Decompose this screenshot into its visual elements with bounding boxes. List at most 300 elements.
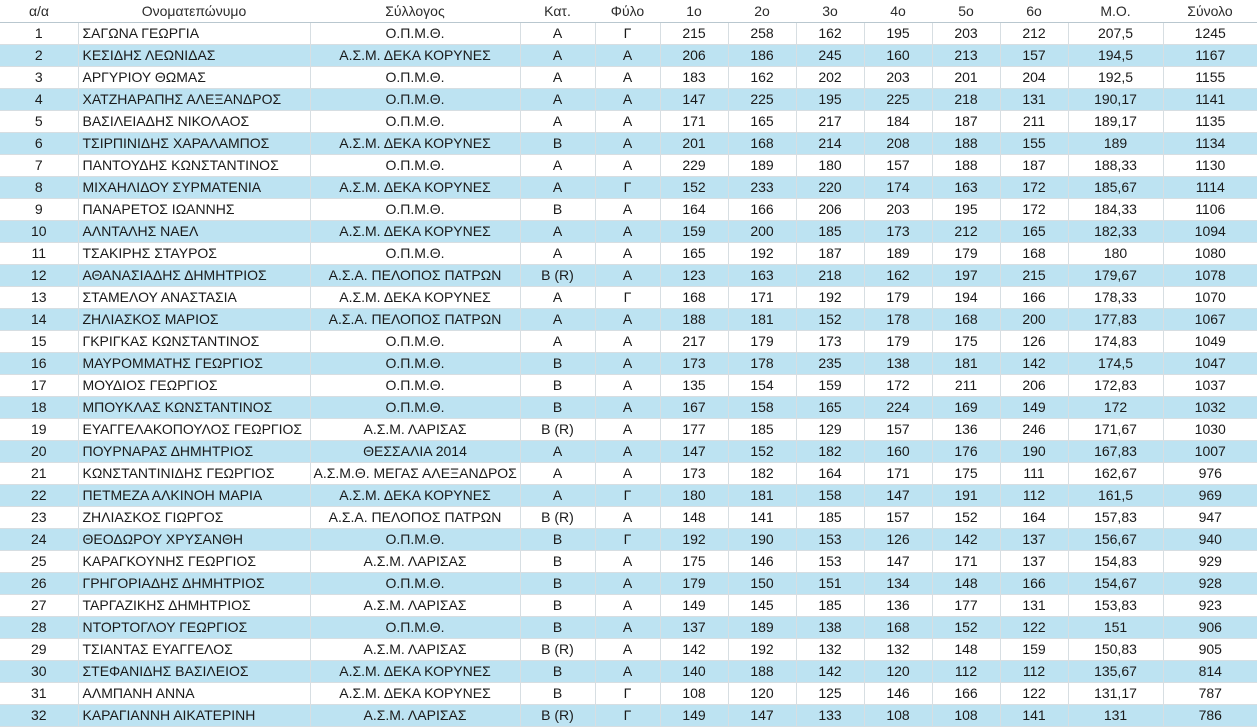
gender-cell: Α (595, 397, 660, 419)
gender-cell: Α (595, 67, 660, 89)
table-row (0, 177, 1257, 199)
rank-cell: 6 (0, 133, 78, 155)
average-cell: 172 (1068, 397, 1163, 419)
col-header-name: Ονοματεπώνυμο (78, 0, 310, 23)
game-1-cell: 152 (660, 177, 728, 199)
table-row (0, 639, 1257, 661)
club-cell: Ο.Π.Μ.Θ. (310, 529, 520, 551)
category-cell: Α (520, 463, 595, 485)
game-3-cell: 132 (796, 639, 864, 661)
rank-cell: 19 (0, 419, 78, 441)
col-header-game-4: 4ο (864, 0, 932, 23)
game-4-cell: 126 (864, 529, 932, 551)
name-cell: ΑΡΓΥΡΙΟΥ ΘΩΜΑΣ (78, 67, 310, 89)
game-2-cell: 186 (728, 45, 796, 67)
col-header-total: Σύνολο (1163, 0, 1257, 23)
club-cell: Α.Σ.Μ. ΔΕΚΑ ΚΟΡΥΝΕΣ (310, 45, 520, 67)
game-4-cell: 184 (864, 111, 932, 133)
club-cell: Α.Σ.Α. ΠΕΛΟΠΟΣ ΠΑΤΡΩΝ (310, 507, 520, 529)
name-cell: ΑΘΑΝΑΣΙΑΔΗΣ ΔΗΜΗΤΡΙΟΣ (78, 265, 310, 287)
rank-cell: 9 (0, 199, 78, 221)
game-2-cell: 258 (728, 23, 796, 45)
game-3-cell: 202 (796, 67, 864, 89)
rank-cell: 27 (0, 595, 78, 617)
average-cell: 161,5 (1068, 485, 1163, 507)
game-6-cell: 168 (1000, 243, 1068, 265)
game-5-cell: 168 (932, 309, 1000, 331)
game-6-cell: 137 (1000, 551, 1068, 573)
game-5-cell: 136 (932, 419, 1000, 441)
table-row (0, 485, 1257, 507)
average-cell: 189,17 (1068, 111, 1163, 133)
table-row (0, 111, 1257, 133)
table-row (0, 551, 1257, 573)
game-2-cell: 190 (728, 529, 796, 551)
game-5-cell: 213 (932, 45, 1000, 67)
game-5-cell: 148 (932, 573, 1000, 595)
club-cell: Ο.Π.Μ.Θ. (310, 89, 520, 111)
average-cell: 162,67 (1068, 463, 1163, 485)
rank-cell: 4 (0, 89, 78, 111)
game-4-cell: 203 (864, 199, 932, 221)
game-6-cell: 204 (1000, 67, 1068, 89)
total-cell: 905 (1163, 639, 1257, 661)
game-5-cell: 148 (932, 639, 1000, 661)
total-cell: 1134 (1163, 133, 1257, 155)
category-cell: Β (R) (520, 507, 595, 529)
name-cell: ΤΣΑΚΙΡΗΣ ΣΤΑΥΡΟΣ (78, 243, 310, 265)
game-2-cell: 141 (728, 507, 796, 529)
table-row (0, 683, 1257, 705)
game-5-cell: 203 (932, 23, 1000, 45)
col-header-aa: α/α (0, 0, 78, 23)
game-6-cell: 131 (1000, 89, 1068, 111)
game-5-cell: 197 (932, 265, 1000, 287)
game-6-cell: 172 (1000, 177, 1068, 199)
game-3-cell: 173 (796, 331, 864, 353)
game-1-cell: 149 (660, 705, 728, 727)
game-1-cell: 217 (660, 331, 728, 353)
total-cell: 814 (1163, 661, 1257, 683)
club-cell: Α.Σ.Μ. ΛΑΡΙΣΑΣ (310, 551, 520, 573)
rank-cell: 30 (0, 661, 78, 683)
average-cell: 135,67 (1068, 661, 1163, 683)
game-3-cell: 165 (796, 397, 864, 419)
category-cell: Α (520, 309, 595, 331)
club-cell: Ο.Π.Μ.Θ. (310, 23, 520, 45)
game-1-cell: 173 (660, 463, 728, 485)
gender-cell: Α (595, 199, 660, 221)
game-1-cell: 173 (660, 353, 728, 375)
game-3-cell: 245 (796, 45, 864, 67)
gender-cell: Γ (595, 683, 660, 705)
club-cell: Α.Σ.Μ. ΔΕΚΑ ΚΟΡΥΝΕΣ (310, 133, 520, 155)
name-cell: ΚΑΡΑΓΙΑΝΝΗ ΑΙΚΑΤΕΡΙΝΗ (78, 705, 310, 727)
game-1-cell: 175 (660, 551, 728, 573)
name-cell: ΠΕΤΜΕΖΑ ΑΛΚΙΝΟΗ ΜΑΡΙΑ (78, 485, 310, 507)
game-5-cell: 201 (932, 67, 1000, 89)
game-6-cell: 155 (1000, 133, 1068, 155)
total-cell: 1030 (1163, 419, 1257, 441)
game-5-cell: 218 (932, 89, 1000, 111)
game-6-cell: 206 (1000, 375, 1068, 397)
average-cell: 180 (1068, 243, 1163, 265)
game-6-cell: 166 (1000, 573, 1068, 595)
club-cell: Α.Σ.Μ. ΛΑΡΙΣΑΣ (310, 705, 520, 727)
game-5-cell: 152 (932, 507, 1000, 529)
average-cell: 172,83 (1068, 375, 1163, 397)
header-row (0, 0, 1257, 23)
game-4-cell: 147 (864, 485, 932, 507)
total-cell: 1114 (1163, 177, 1257, 199)
game-5-cell: 171 (932, 551, 1000, 573)
table-row (0, 287, 1257, 309)
total-cell: 940 (1163, 529, 1257, 551)
game-2-cell: 182 (728, 463, 796, 485)
game-5-cell: 175 (932, 331, 1000, 353)
total-cell: 1078 (1163, 265, 1257, 287)
game-2-cell: 150 (728, 573, 796, 595)
gender-cell: Γ (595, 485, 660, 507)
gender-cell: Α (595, 617, 660, 639)
game-3-cell: 158 (796, 485, 864, 507)
table-row (0, 617, 1257, 639)
name-cell: ΜΙΧΑΗΛΙΔΟΥ ΣΥΡΜΑΤΕΝΙΑ (78, 177, 310, 199)
game-1-cell: 215 (660, 23, 728, 45)
name-cell: ΕΥΑΓΓΕΛΑΚΟΠΟΥΛΟΣ ΓΕΩΡΓΙΟΣ (78, 419, 310, 441)
club-cell: Ο.Π.Μ.Θ. (310, 617, 520, 639)
game-3-cell: 152 (796, 309, 864, 331)
table-row (0, 133, 1257, 155)
game-3-cell: 162 (796, 23, 864, 45)
gender-cell: Α (595, 353, 660, 375)
gender-cell: Γ (595, 529, 660, 551)
rank-cell: 29 (0, 639, 78, 661)
club-cell: Ο.Π.Μ.Θ. (310, 155, 520, 177)
table-row (0, 529, 1257, 551)
club-cell: Ο.Π.Μ.Θ. (310, 67, 520, 89)
club-cell: Ο.Π.Μ.Θ. (310, 199, 520, 221)
name-cell: ΣΤΑΜΕΛΟΥ ΑΝΑΣΤΑΣΙΑ (78, 287, 310, 309)
table-row (0, 705, 1257, 727)
gender-cell: Α (595, 551, 660, 573)
rank-cell: 28 (0, 617, 78, 639)
name-cell: ΖΗΛΙΑΣΚΟΣ ΜΑΡΙΟΣ (78, 309, 310, 331)
game-2-cell: 165 (728, 111, 796, 133)
game-4-cell: 173 (864, 221, 932, 243)
gender-cell: Γ (595, 23, 660, 45)
average-cell: 171,67 (1068, 419, 1163, 441)
game-2-cell: 120 (728, 683, 796, 705)
game-5-cell: 179 (932, 243, 1000, 265)
gender-cell: Α (595, 595, 660, 617)
game-4-cell: 147 (864, 551, 932, 573)
rank-cell: 2 (0, 45, 78, 67)
club-cell: Ο.Π.Μ.Θ. (310, 375, 520, 397)
category-cell: Β (R) (520, 705, 595, 727)
category-cell: Α (520, 441, 595, 463)
average-cell: 157,83 (1068, 507, 1163, 529)
col-header-game-3: 3ο (796, 0, 864, 23)
name-cell: ΧΑΤΖΗΑΡΑΠΗΣ ΑΛΕΞΑΝΔΡΟΣ (78, 89, 310, 111)
game-2-cell: 181 (728, 485, 796, 507)
category-cell: Β (520, 661, 595, 683)
game-6-cell: 246 (1000, 419, 1068, 441)
table-row (0, 397, 1257, 419)
gender-cell: Α (595, 419, 660, 441)
game-3-cell: 220 (796, 177, 864, 199)
game-2-cell: 152 (728, 441, 796, 463)
average-cell: 192,5 (1068, 67, 1163, 89)
name-cell: ΖΗΛΙΑΣΚΟΣ ΓΙΩΡΓΟΣ (78, 507, 310, 529)
category-cell: Α (520, 287, 595, 309)
category-cell: Α (520, 243, 595, 265)
gender-cell: Α (595, 111, 660, 133)
category-cell: Α (520, 67, 595, 89)
name-cell: ΠΟΥΡΝΑΡΑΣ ΔΗΜΗΤΡΙΟΣ (78, 441, 310, 463)
game-5-cell: 175 (932, 463, 1000, 485)
game-6-cell: 112 (1000, 485, 1068, 507)
game-4-cell: 132 (864, 639, 932, 661)
col-header-category: Κατ. (520, 0, 595, 23)
game-6-cell: 142 (1000, 353, 1068, 375)
col-header-average: Μ.Ο. (1068, 0, 1163, 23)
game-1-cell: 147 (660, 441, 728, 463)
total-cell: 906 (1163, 617, 1257, 639)
game-3-cell: 185 (796, 595, 864, 617)
game-6-cell: 157 (1000, 45, 1068, 67)
average-cell: 189 (1068, 133, 1163, 155)
rank-cell: 1 (0, 23, 78, 45)
game-3-cell: 217 (796, 111, 864, 133)
category-cell: Β (520, 133, 595, 155)
club-cell: Α.Σ.Μ. ΔΕΚΑ ΚΟΡΥΝΕΣ (310, 683, 520, 705)
game-6-cell: 137 (1000, 529, 1068, 551)
table-row (0, 309, 1257, 331)
col-header-game-6: 6ο (1000, 0, 1068, 23)
game-2-cell: 162 (728, 67, 796, 89)
game-3-cell: 185 (796, 221, 864, 243)
total-cell: 1135 (1163, 111, 1257, 133)
game-4-cell: 136 (864, 595, 932, 617)
game-2-cell: 181 (728, 309, 796, 331)
game-2-cell: 166 (728, 199, 796, 221)
category-cell: Α (520, 177, 595, 199)
name-cell: ΓΡΗΓΟΡΙΑΔΗΣ ΔΗΜΗΤΡΙΟΣ (78, 573, 310, 595)
game-4-cell: 157 (864, 155, 932, 177)
rank-cell: 32 (0, 705, 78, 727)
game-2-cell: 192 (728, 639, 796, 661)
game-6-cell: 172 (1000, 199, 1068, 221)
game-3-cell: 180 (796, 155, 864, 177)
table-row (0, 331, 1257, 353)
game-5-cell: 188 (932, 133, 1000, 155)
game-5-cell: 195 (932, 199, 1000, 221)
game-4-cell: 157 (864, 419, 932, 441)
rank-cell: 12 (0, 265, 78, 287)
rank-cell: 31 (0, 683, 78, 705)
game-4-cell: 168 (864, 617, 932, 639)
average-cell: 178,33 (1068, 287, 1163, 309)
game-4-cell: 208 (864, 133, 932, 155)
game-6-cell: 112 (1000, 661, 1068, 683)
category-cell: Β (R) (520, 419, 595, 441)
game-1-cell: 159 (660, 221, 728, 243)
game-1-cell: 183 (660, 67, 728, 89)
average-cell: 174,5 (1068, 353, 1163, 375)
gender-cell: Α (595, 265, 660, 287)
rank-cell: 22 (0, 485, 78, 507)
table-row (0, 507, 1257, 529)
category-cell: Β (520, 529, 595, 551)
category-cell: Α (520, 485, 595, 507)
game-4-cell: 171 (864, 463, 932, 485)
game-1-cell: 179 (660, 573, 728, 595)
game-3-cell: 129 (796, 419, 864, 441)
game-6-cell: 164 (1000, 507, 1068, 529)
table-row (0, 243, 1257, 265)
name-cell: ΚΩΝΣΤΑΝΤΙΝΙΔΗΣ ΓΕΩΡΓΙΟΣ (78, 463, 310, 485)
game-1-cell: 123 (660, 265, 728, 287)
rank-cell: 5 (0, 111, 78, 133)
game-6-cell: 212 (1000, 23, 1068, 45)
average-cell: 156,67 (1068, 529, 1163, 551)
club-cell: Α.Σ.Μ.Θ. ΜΕΓΑΣ ΑΛΕΞΑΝΔΡΟΣ (310, 463, 520, 485)
club-cell: Α.Σ.Μ. ΛΑΡΙΣΑΣ (310, 639, 520, 661)
average-cell: 207,5 (1068, 23, 1163, 45)
total-cell: 1167 (1163, 45, 1257, 67)
game-1-cell: 192 (660, 529, 728, 551)
category-cell: Α (520, 111, 595, 133)
average-cell: 190,17 (1068, 89, 1163, 111)
table-row (0, 573, 1257, 595)
table-row (0, 45, 1257, 67)
table-row (0, 419, 1257, 441)
game-2-cell: 147 (728, 705, 796, 727)
game-5-cell: 194 (932, 287, 1000, 309)
game-2-cell: 200 (728, 221, 796, 243)
game-4-cell: 138 (864, 353, 932, 375)
game-5-cell: 191 (932, 485, 1000, 507)
game-3-cell: 187 (796, 243, 864, 265)
game-1-cell: 164 (660, 199, 728, 221)
average-cell: 154,67 (1068, 573, 1163, 595)
average-cell: 151 (1068, 617, 1163, 639)
rank-cell: 8 (0, 177, 78, 199)
game-3-cell: 185 (796, 507, 864, 529)
table-row (0, 463, 1257, 485)
game-1-cell: 201 (660, 133, 728, 155)
table-row (0, 199, 1257, 221)
rank-cell: 23 (0, 507, 78, 529)
total-cell: 1245 (1163, 23, 1257, 45)
gender-cell: Γ (595, 705, 660, 727)
category-cell: Α (520, 23, 595, 45)
gender-cell: Α (595, 155, 660, 177)
category-cell: Β (R) (520, 639, 595, 661)
game-3-cell: 133 (796, 705, 864, 727)
rank-cell: 21 (0, 463, 78, 485)
game-5-cell: 169 (932, 397, 1000, 419)
category-cell: Β (520, 551, 595, 573)
game-6-cell: 126 (1000, 331, 1068, 353)
game-5-cell: 142 (932, 529, 1000, 551)
average-cell: 131 (1068, 705, 1163, 727)
rank-cell: 7 (0, 155, 78, 177)
gender-cell: Α (595, 375, 660, 397)
rank-cell: 3 (0, 67, 78, 89)
table-row (0, 265, 1257, 287)
game-3-cell: 195 (796, 89, 864, 111)
club-cell: Ο.Π.Μ.Θ. (310, 573, 520, 595)
category-cell: Β (R) (520, 265, 595, 287)
game-2-cell: 163 (728, 265, 796, 287)
table-row (0, 221, 1257, 243)
game-1-cell: 167 (660, 397, 728, 419)
name-cell: ΚΑΡΑΓΚΟΥΝΗΣ ΓΕΩΡΓΙΟΣ (78, 551, 310, 573)
game-4-cell: 160 (864, 441, 932, 463)
game-2-cell: 154 (728, 375, 796, 397)
game-2-cell: 145 (728, 595, 796, 617)
total-cell: 787 (1163, 683, 1257, 705)
table-row (0, 595, 1257, 617)
game-6-cell: 141 (1000, 705, 1068, 727)
game-1-cell: 147 (660, 89, 728, 111)
game-2-cell: 178 (728, 353, 796, 375)
club-cell: Α.Σ.Μ. ΔΕΚΑ ΚΟΡΥΝΕΣ (310, 485, 520, 507)
col-header-game-1: 1ο (660, 0, 728, 23)
game-3-cell: 214 (796, 133, 864, 155)
name-cell: ΜΠΟΥΚΛΑΣ ΚΩΝΣΤΑΝΤΙΝΟΣ (78, 397, 310, 419)
total-cell: 1141 (1163, 89, 1257, 111)
category-cell: Β (520, 353, 595, 375)
club-cell: Α.Σ.Μ. ΔΕΚΑ ΚΟΡΥΝΕΣ (310, 177, 520, 199)
game-3-cell: 153 (796, 551, 864, 573)
average-cell: 184,33 (1068, 199, 1163, 221)
name-cell: ΤΣΙΑΝΤΑΣ ΕΥΑΓΓΕΛΟΣ (78, 639, 310, 661)
category-cell: Β (520, 375, 595, 397)
rank-cell: 24 (0, 529, 78, 551)
table-row (0, 375, 1257, 397)
average-cell: 194,5 (1068, 45, 1163, 67)
game-2-cell: 189 (728, 155, 796, 177)
game-5-cell: 112 (932, 661, 1000, 683)
game-2-cell: 179 (728, 331, 796, 353)
rank-cell: 18 (0, 397, 78, 419)
gender-cell: Α (595, 639, 660, 661)
game-3-cell: 138 (796, 617, 864, 639)
total-cell: 1032 (1163, 397, 1257, 419)
game-4-cell: 195 (864, 23, 932, 45)
game-4-cell: 146 (864, 683, 932, 705)
table-row (0, 67, 1257, 89)
category-cell: Α (520, 331, 595, 353)
gender-cell: Α (595, 243, 660, 265)
game-5-cell: 211 (932, 375, 1000, 397)
average-cell: 154,83 (1068, 551, 1163, 573)
club-cell: Ο.Π.Μ.Θ. (310, 397, 520, 419)
game-4-cell: 225 (864, 89, 932, 111)
game-3-cell: 235 (796, 353, 864, 375)
total-cell: 928 (1163, 573, 1257, 595)
game-1-cell: 140 (660, 661, 728, 683)
game-5-cell: 177 (932, 595, 1000, 617)
gender-cell: Α (595, 89, 660, 111)
total-cell: 1094 (1163, 221, 1257, 243)
col-header-game-2: 2ο (728, 0, 796, 23)
game-6-cell: 159 (1000, 639, 1068, 661)
game-2-cell: 233 (728, 177, 796, 199)
